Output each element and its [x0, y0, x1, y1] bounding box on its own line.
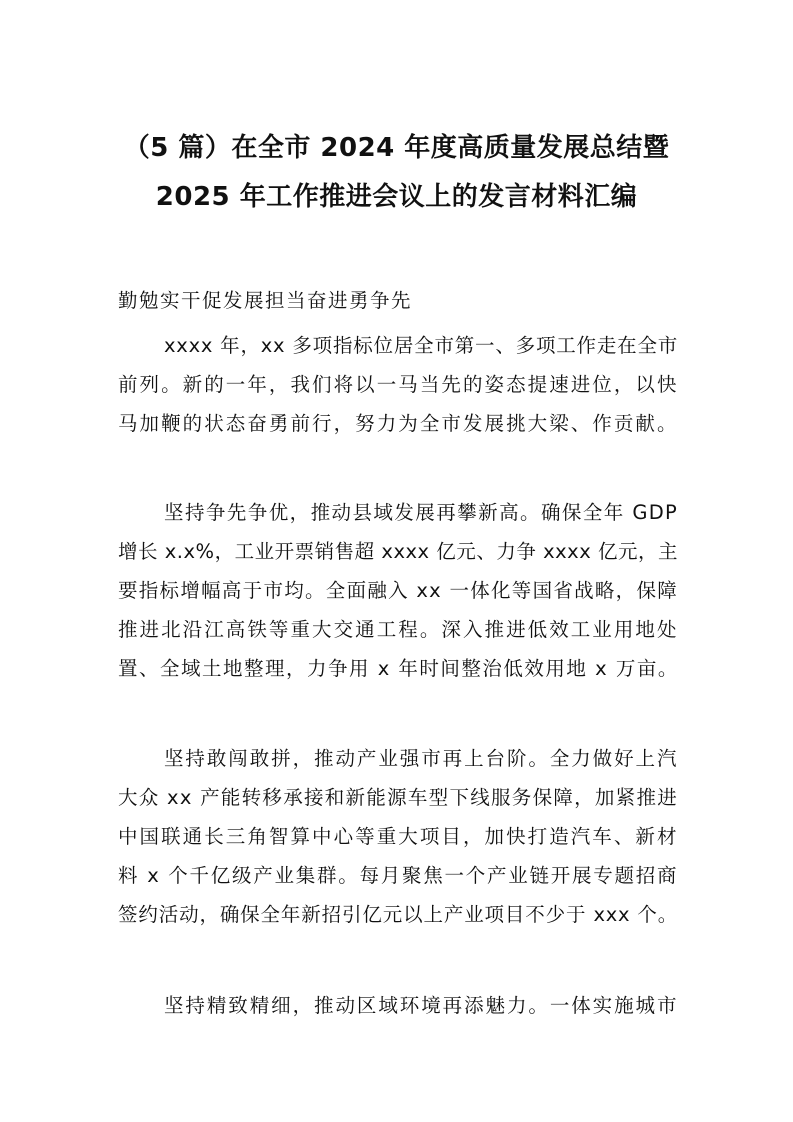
paragraph-4-line-1: 坚持精致精细，推动区域环境再添魅力。一体实施城市: [164, 994, 678, 1017]
paragraph-2-line-5: 置、全域土地整理，力争用 x 年时间整治低效用地 x 万亩。: [118, 657, 679, 680]
paragraph-1-line-1: xxxx 年，xx 多项指标位居全市第一、多项工作走在全市: [164, 334, 678, 357]
paragraph-3-line-3: 中国联通长三角智算中心等重大项目，加快打造汽车、新材: [118, 825, 678, 848]
document-title-line-1: （5 篇）在全市 2024 年度高质量发展总结暨: [123, 133, 670, 163]
section-heading: 勤勉实干促发展担当奋进勇争先: [118, 289, 413, 312]
paragraph-1-line-2: 前列。新的一年，我们将以一马当先的姿态提速进位，以快: [118, 373, 678, 396]
paragraph-1-line-3: 马加鞭的状态奋勇前行，努力为全市发展挑大梁、作贡献。: [118, 412, 678, 435]
paragraph-3-line-2: 大众 xx 产能转移承接和新能源车型下线服务保障，加紧推进: [118, 786, 678, 809]
document-title: [100, 124, 693, 222]
paragraph-2-line-1: 坚持争先争优，推动县域发展再攀新高。确保全年 GDP: [164, 501, 678, 524]
paragraph-2-line-2: 增长 x.x%，工业开票销售超 xxxx 亿元、力争 xxxx 亿元，主: [118, 540, 678, 563]
document-title-line-2: 2025 年工作推进会议上的发言材料汇编: [155, 182, 638, 212]
paragraph-2-line-3: 要指标增幅高于市均。全面融入 xx 一体化等国省战略，保障: [118, 579, 678, 602]
paragraph-3-line-5: 签约活动，确保全年新招引亿元以上产业项目不少于 xxx 个。: [118, 903, 678, 926]
paragraph-3-line-4: 料 x 个千亿级产业集群。每月聚焦一个产业链开展专题招商: [118, 864, 678, 887]
paragraph-3-line-1: 坚持敢闯敢拼，推动产业强市再上台阶。全力做好上汽: [164, 747, 678, 770]
paragraph-2-line-4: 推进北沿江高铁等重大交通工程。深入推进低效工业用地处: [118, 618, 678, 641]
